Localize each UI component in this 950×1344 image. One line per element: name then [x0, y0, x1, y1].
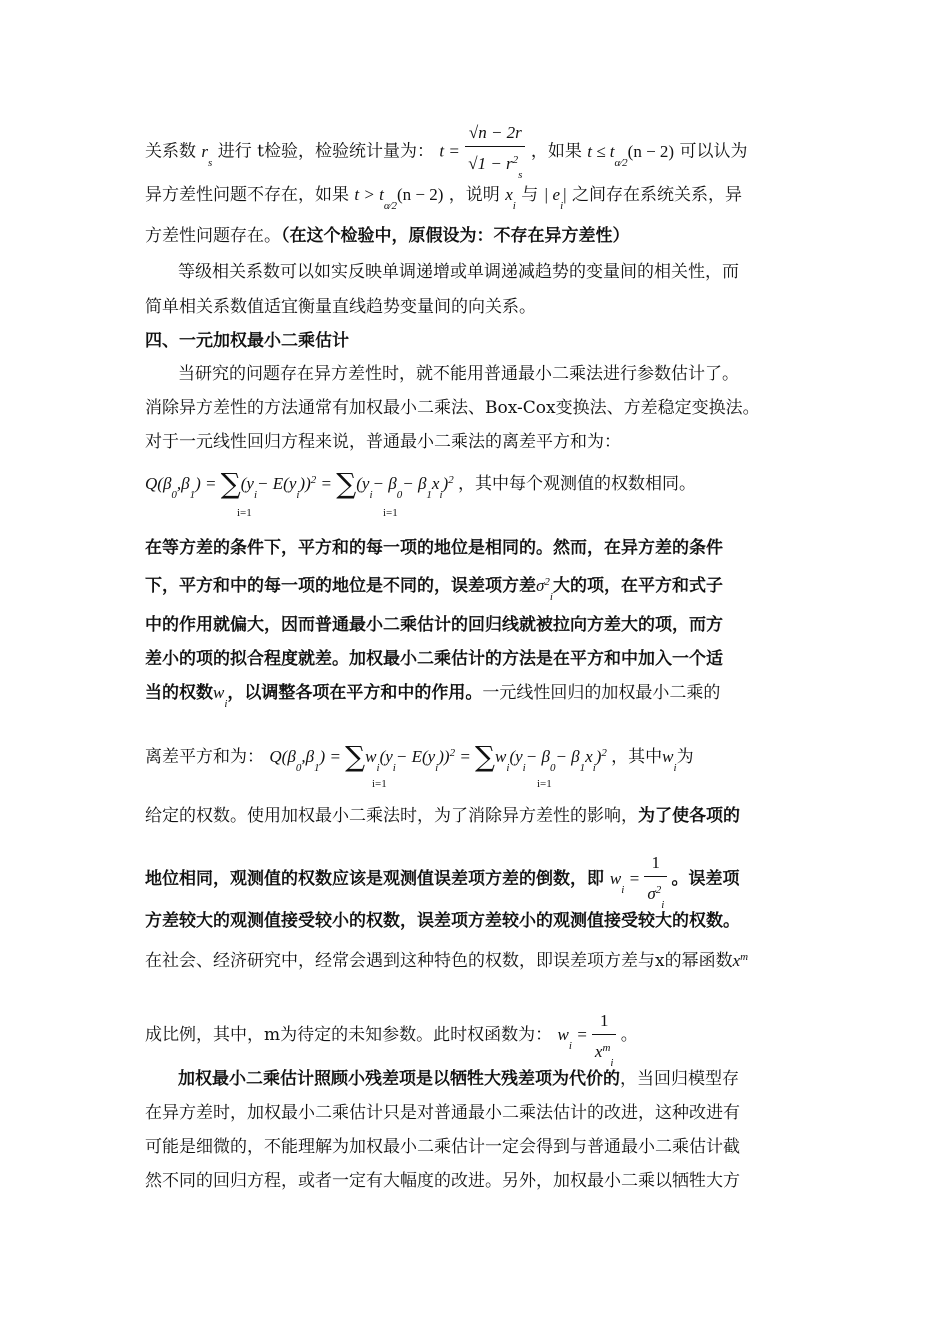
- text: ，说明: [448, 185, 500, 205]
- text-line: 消除异方差性的方法通常有加权最小二乘法、Box-Cox变换法、方差稳定变换法。: [145, 398, 760, 418]
- text-line: 加权最小二乘估计照顾小残差项是以牺牲大残差项为代价的，当回归模型存: [178, 1069, 739, 1089]
- bold-line: 中的作用就偏大，因而普通最小二乘估计的回归线就被拉向方差大的项，而方: [145, 615, 723, 635]
- bold-text: （在这个检验中，原假设为：不存在异方差性）: [281, 226, 630, 246]
- equation-ols: $Q(\beta_0,\beta_1) = \sum(y_i- E(y_i))^2 = \sum(y_i- \beta_0- \beta_1x_i)^2$ ，其中每个观测值的权数相同。: [145, 467, 696, 501]
- math-sigma-i: $\sigma^2_i$: [536, 576, 553, 603]
- text: 进行 t检验，检验统计量为：: [217, 141, 434, 162]
- text-line: 当的权数$w_i$，以调整各项在平方和中的作用。一元线性回归的加权最小二乘的: [145, 683, 721, 710]
- summation-symbol: ∑: [336, 467, 357, 500]
- sum-lower-index: i=1: [372, 778, 387, 790]
- text-line: 等级相关系数可以如实反映单调递增或单调递减趋势的变量间的相关性，而: [178, 262, 739, 282]
- text-line: 可能是细微的，不能理解为加权最小二乘估计一定会得到与普通最小二乘估计截: [145, 1137, 740, 1157]
- sum-lower-index: i=1: [237, 507, 252, 519]
- text: 关系数: [145, 141, 196, 162]
- math-xm: $x^m$: [732, 951, 749, 970]
- text-line: 给定的权数。使用加权最小二乘法时，为了消除异方差性的影响，为了使各项的: [145, 806, 740, 826]
- math-weight-formula: $w_i$ = $\frac{1}{\sigma^2_i}$: [610, 869, 672, 888]
- equation-wls: 离差平方和为： $Q(\beta_0,\beta_1) = \sum w_i(y_i- E(y_i))^2 = \sum w_i(y_i- \beta_0- \beta_1x_i)^2$ ，其中$w_i$为: [145, 740, 694, 774]
- text-line: [145, 118, 810, 186]
- text-line: 简单相关系数值适宜衡量直线趋势变量间的向关系。: [145, 297, 536, 317]
- text: 异方差性问题不存在，如果: [145, 185, 349, 205]
- bold-line: 地位相同，观测值的权数应该是观测值误差项方差的倒数，即 $w_i$ = $\frac{1}{\sigma^2_i}$ 。误差项: [145, 846, 810, 914]
- math-fraction-t: $\frac{√n - 2r}{√1 - r^2_s}$: [465, 120, 525, 188]
- math-weight-function: $w_i$ = $\frac{1}{x^m_i}$: [558, 1025, 621, 1044]
- math-condition-2: $t > t_{\alpha⁄2}(n - 2)$: [354, 185, 444, 212]
- math-condition-1: $t \le t_{\alpha⁄2}(n - 2)$: [587, 141, 675, 169]
- text-line: 在异方差时，加权最小二乘估计只是对普通最小二乘法估计的改进，这种改进有: [145, 1103, 740, 1123]
- bold-line: 下，平方和中的每一项的地位是不同的，误差项方差$\sigma^2_i$大的项，在平方和式子: [145, 576, 723, 603]
- text: ，如果: [530, 141, 582, 162]
- math-rs: $r_s$: [201, 141, 213, 169]
- text-line: 对于一元线性回归方程来说，普通最小二乘法的离差平方和为：: [145, 432, 621, 452]
- bold-line: 方差较大的观测值接受较小的权数，误差项方差较小的观测值接受较大的权数。: [145, 911, 740, 931]
- bold-line: 差小的项的拟合程度就差。加权最小二乘估计的方法是在平方和中加入一个适: [145, 649, 723, 669]
- sum-lower-index: i=1: [537, 778, 552, 790]
- text-line: 在社会、经济研究中，经常会遇到这种特色的权数，即误差项方差与x的幂函数$x^m$: [145, 951, 749, 971]
- math-xi: $x_i$: [505, 185, 516, 212]
- text-line: 成比例，其中，m为待定的未知参数。此时权函数为： $w_i$ = $\frac{1}{x^m_i}$ 。: [145, 1002, 810, 1070]
- text: 与: [521, 185, 539, 205]
- math-t-eq: t =: [439, 141, 460, 161]
- text: 可以认为: [679, 141, 748, 162]
- text: 方差性问题存在。: [145, 226, 281, 246]
- text-line: 然不同的回归方程，或者一定有大幅度的改进。另外，加权最小二乘以牺牲大方: [145, 1171, 740, 1191]
- math-ei: | $e_i|$: [543, 185, 567, 212]
- math-wi: $w_i$: [662, 747, 677, 774]
- text-line: 当研究的问题存在异方差性时，就不能用普通最小二乘法进行参数估计了。: [178, 364, 739, 384]
- summation-symbol: ∑: [345, 740, 366, 773]
- text-line: [145, 182, 810, 219]
- text: 之间存在系统关系，异: [571, 185, 742, 205]
- summation-symbol: ∑: [220, 467, 241, 500]
- section-heading: 四、一元加权最小二乘估计: [145, 331, 349, 351]
- bold-line: 在等方差的条件下，平方和的每一项的地位是相同的。然而，在异方差的条件: [145, 538, 723, 558]
- sum-lower-index: i=1: [383, 507, 398, 519]
- summation-symbol: ∑: [475, 740, 496, 773]
- math-wi: $w_i$: [213, 683, 228, 710]
- text-line: [145, 223, 810, 249]
